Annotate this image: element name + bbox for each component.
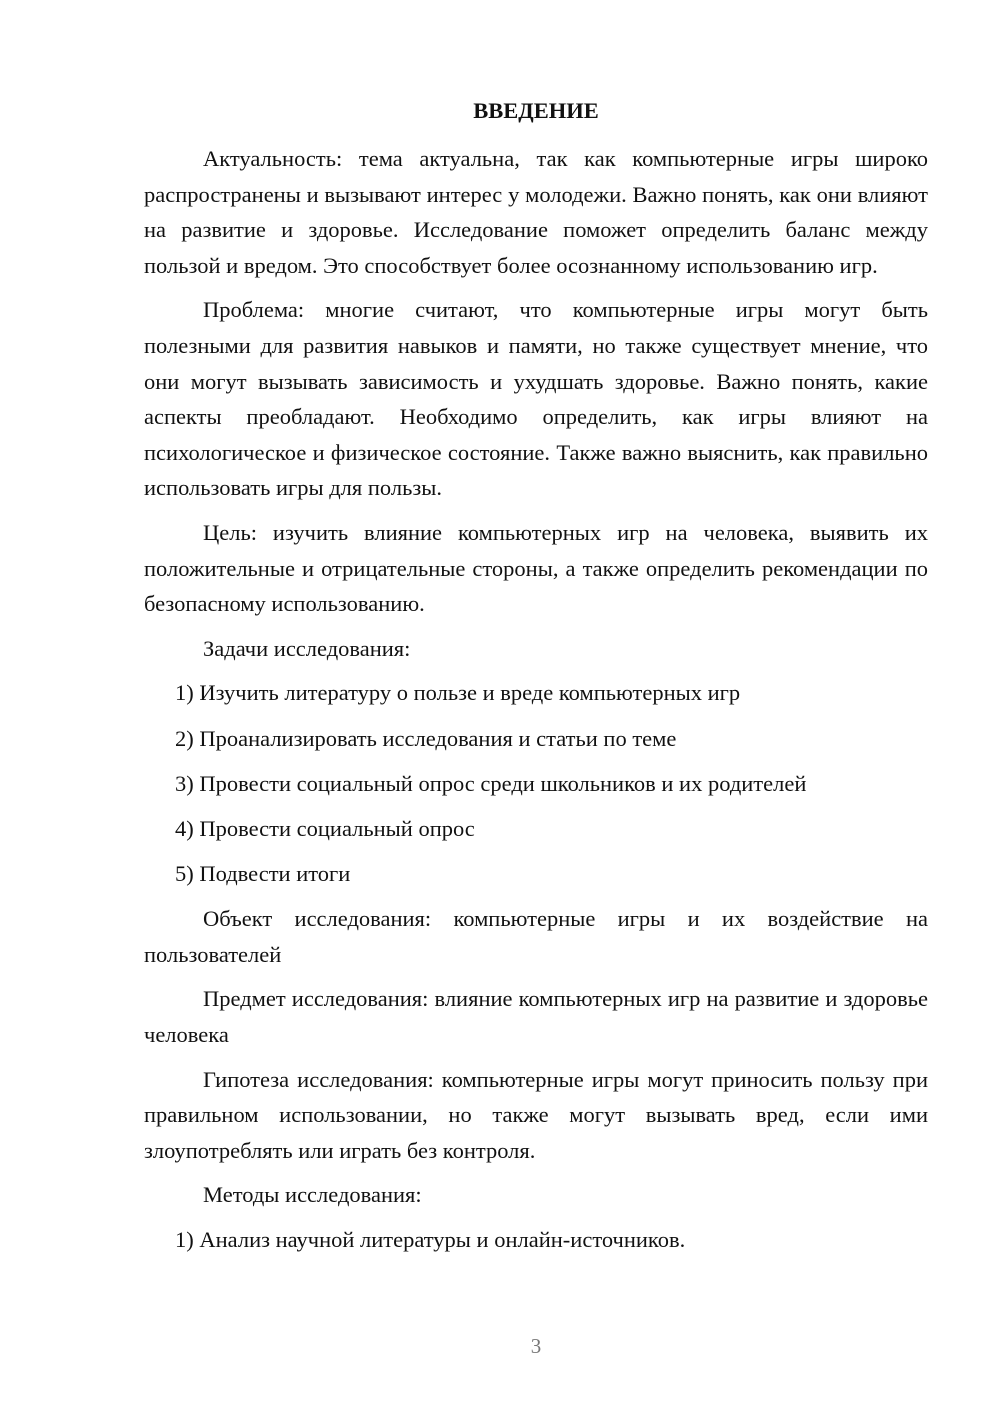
list-item: 5) Подвести итоги xyxy=(175,861,351,887)
page-title: ВВЕДЕНИЕ xyxy=(473,98,599,123)
subject-paragraph: Предмет исследования: влияние компьютерных игр на развитие и здоровье человека xyxy=(144,986,928,1048)
object-paragraph: Объект исследования: компьютерные игры и их воздействие на пользователей xyxy=(144,906,928,967)
document-body xyxy=(144,141,928,1267)
list-item: 3) Провести социальный опрос среди школьников и их родителей xyxy=(175,770,807,796)
list-item: 1) Анализ научной литературы и онлайн-источников. xyxy=(175,1227,686,1252)
hypothesis-paragraph: Гипотеза исследования: компьютерные игры могут приносить пользу при правильном использовании, но также могут вызывать вред, если ими злоупотреблять или играть без контроля. xyxy=(144,1066,928,1163)
methods-list xyxy=(144,1222,928,1258)
list-item: 1) Изучить литературу о пользе и вреде компьютерных игр xyxy=(175,680,741,706)
page-number: 3 xyxy=(530,1334,542,1358)
tasks-list xyxy=(144,675,928,891)
list-item: 4) Провести социальный опрос xyxy=(175,815,475,841)
tasks-title: Задачи исследования: xyxy=(203,635,411,661)
relevance-paragraph: Актуальность: тема актуальна, так как компьютерные игры широко распространены и вызывают интерес у молодежи. Важно понять, как они влияют на развитие и здоровье. Исследование поможет определить баланс между пользой и вредом. Это способствует более осознанному использованию игр. xyxy=(144,146,928,278)
methods-title: Методы исследования: xyxy=(203,1182,422,1208)
list-item: 2) Проанализировать исследования и статьи по теме xyxy=(175,725,677,751)
goal-paragraph: Цель: изучить влияние компьютерных игр на человека, выявить их положительные и отрицательные стороны, а также определить рекомендации по безопасному использованию. xyxy=(144,519,928,617)
problem-paragraph: Проблема: многие считают, что компьютерные игры могут быть полезными для развития навыков и памяти, но также существует мнение, что они могут вызывать зависимость и ухудшать здоровье. Важно понять, какие аспекты преобладают. Необходимо определить, как игры влияют на психологическое и физическое состояние. Также важно выяснить, как правильно использовать игры для пользы. xyxy=(144,297,928,501)
